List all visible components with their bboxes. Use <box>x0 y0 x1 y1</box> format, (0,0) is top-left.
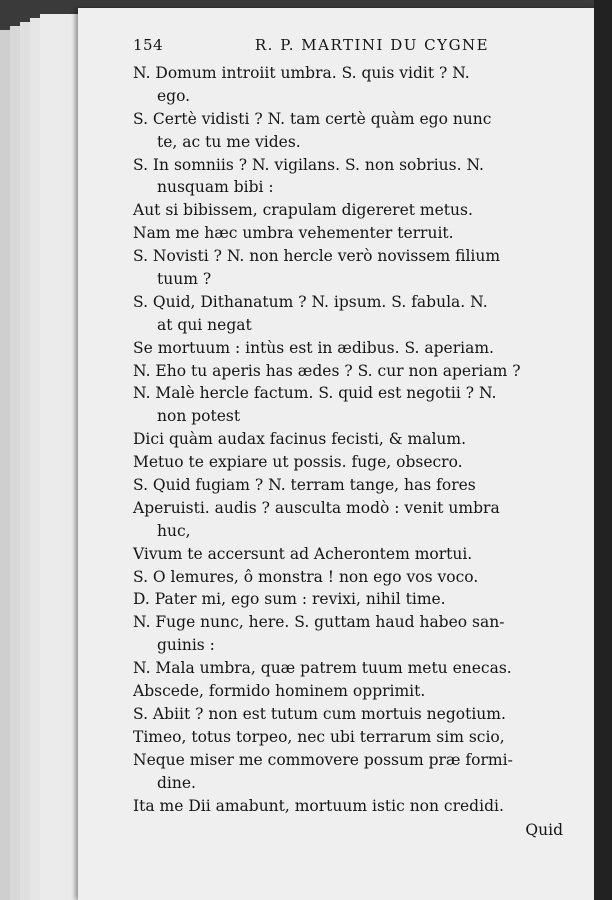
text-line: at qui negat <box>157 315 252 334</box>
text-line: S. O lemures, ô monstra ! non ego vos voco. <box>133 567 479 586</box>
text-line: nusquam bibi : <box>157 178 274 197</box>
text-line: Neque miser me commovere possum præ formi- <box>133 750 513 769</box>
text-line: ego. <box>157 86 191 105</box>
text-line: Se mortuum : intùs est in ædibus. S. aperiam. <box>133 338 494 357</box>
text-line: S. In somniis ? N. vigilans. S. non sobrius. N. <box>133 155 484 174</box>
text-line: N. Mala umbra, quæ patrem tuum metu enecas. <box>133 659 512 678</box>
text-line: Nam me hæc umbra vehementer terruit. <box>133 224 454 243</box>
running-head: R. P. MARTINI DU CYGNE <box>254 36 490 54</box>
text-line: S. Certè vidisti ? N. tam certè quàm ego nunc <box>133 109 492 128</box>
text-line: Dici quàm audax facinus fecisti, & malum. <box>133 430 467 449</box>
text-line: S. Quid, Dithanatum ? N. ipsum. S. fabula. N. <box>133 292 488 311</box>
text-line: Abscede, formido hominem opprimit. <box>133 682 426 701</box>
text-line: non potest <box>157 407 241 426</box>
book-page <box>78 8 598 900</box>
text-line: Vivum te accersunt ad Acherontem mortui. <box>133 544 473 563</box>
text-line: S. Novisti ? N. non hercle verò novissem filium <box>133 247 501 266</box>
text-line: S. Quid fugiam ? N. terram tange, has fores <box>133 476 476 495</box>
text-line: Metuo te expiare ut possis. fuge, obsecro. <box>133 453 463 472</box>
text-line: Aut si bibissem, crapulam digereret metus. <box>133 201 473 220</box>
text-line: S. Abiit ? non est tutum cum mortuis negotium. <box>133 704 506 723</box>
text-lines <box>133 62 563 817</box>
page-edge <box>40 14 82 900</box>
text-line: Ita me Dii amabunt, mortuum istic non credidi. <box>133 796 504 815</box>
text-line: dine. <box>157 773 196 792</box>
text-line: D. Pater mi, ego sum : revixi, nihil time. <box>133 590 446 609</box>
text-line: N. Eho tu aperis has ædes ? S. cur non aperiam ? <box>133 361 521 380</box>
page-number: 154 <box>133 36 164 54</box>
background-edge <box>594 0 612 900</box>
text-line: Aperuisti. audis ? ausculta modò : venit umbra <box>133 498 500 517</box>
text-line: huc, <box>157 521 191 540</box>
text-line: guinis : <box>157 636 215 655</box>
text-line: N. Domum introiit umbra. S. quis vidit ? N. <box>133 64 470 82</box>
text-line: N. Malè hercle factum. S. quid est negotii ? N. <box>133 384 497 403</box>
text-line: te, ac tu me vides. <box>157 132 301 151</box>
catchword: Quid <box>525 821 563 840</box>
page-text <box>133 36 563 841</box>
page-header <box>133 36 563 60</box>
text-line: tuum ? <box>157 270 212 289</box>
text-line: Timeo, totus torpeo, nec ubi terrarum sim scio, <box>133 727 505 746</box>
text-line: N. Fuge nunc, here. S. guttam haud habeo san- <box>133 613 505 632</box>
